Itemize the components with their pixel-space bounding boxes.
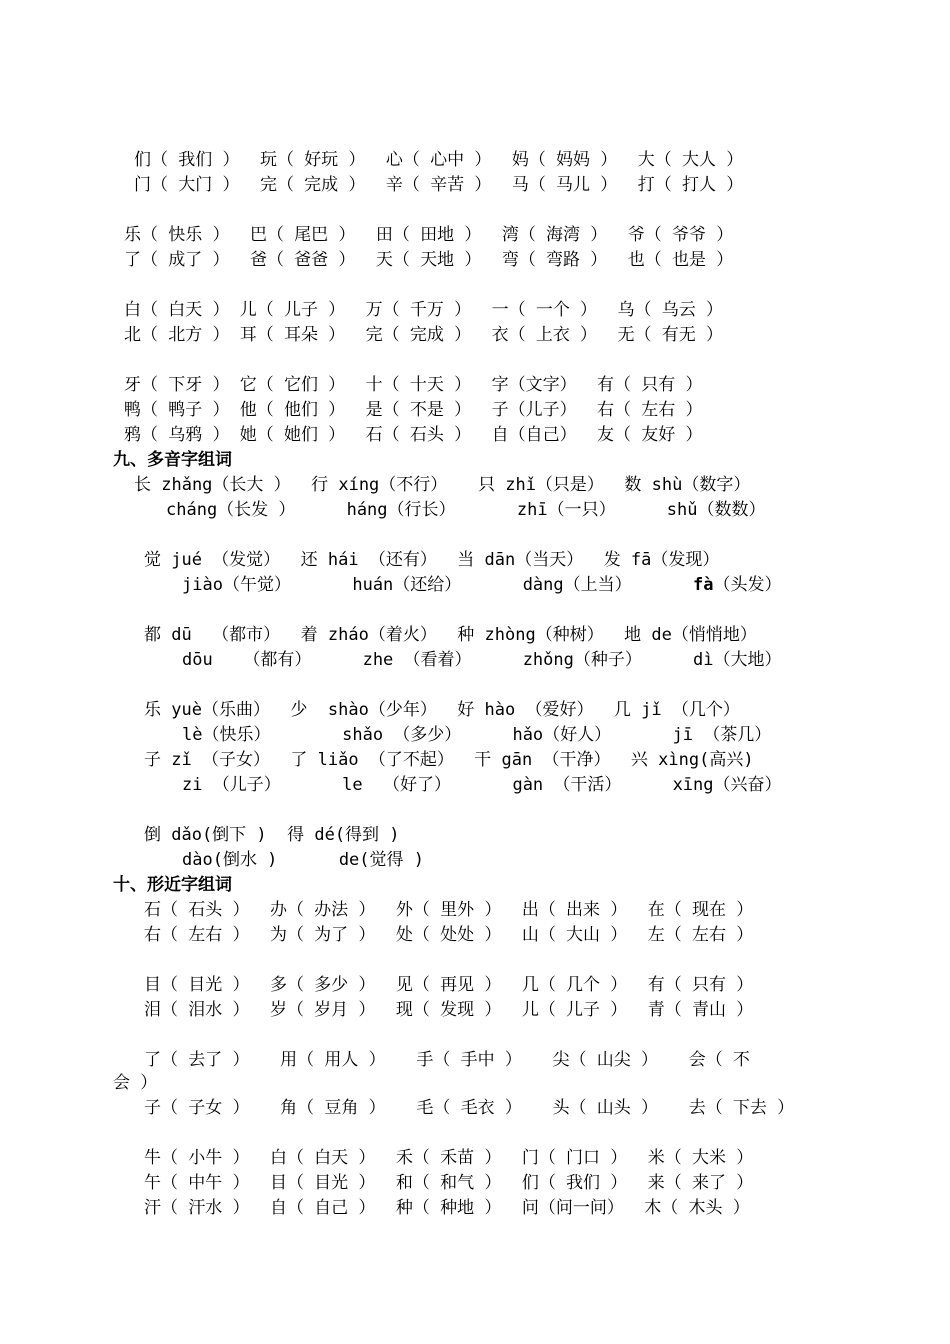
word-row: 右（ 左右 ） 为（ 为了 ） 处（ 处处 ） 山（ 大山 ） 左（ 左右 ） xyxy=(144,925,754,945)
word-row: 午（ 中午 ） 目（ 目光 ） 和（ 和气 ） 们（ 我们 ） 来（ 来了 ） xyxy=(144,1173,754,1193)
word-row-wrap: 会 ） xyxy=(113,1073,158,1093)
word-row: 目（ 目光 ） 多（ 多少 ） 见（ 再见 ） 几（ 几个 ） 有（ 只有 ） xyxy=(144,975,754,995)
section-heading-similar-chars: 十、形近字组词 xyxy=(113,875,232,895)
word-row: 牛（ 小牛 ） 白（ 白天 ） 禾（ 禾苗 ） 门（ 门口 ） 米（ 大米 ） xyxy=(144,1148,754,1168)
polyphone-row: dào(倒水 ) de(觉得 ) xyxy=(182,850,424,870)
polyphone-row: cháng（长发 ） háng（行长） zhī（一只） shǔ（数数） xyxy=(166,500,766,520)
word-row: 了（ 成了 ） 爸（ 爸爸 ） 天（ 天地 ） 弯（ 弯路 ） 也（ 也是 ） xyxy=(124,250,734,270)
word-row: 北（ 北方 ） 耳（ 耳朵 ） 完（ 完成 ） 衣（ 上衣 ） 无（ 有无 ） xyxy=(124,325,723,345)
word-row: 子（ 子女 ） 角（ 豆角 ） 毛（ 毛衣 ） 头（ 山头 ） 去（ 下去 ） xyxy=(144,1098,795,1118)
word-row: 了（ 去了 ） 用（ 用人 ） 手（ 手中 ） 尖（ 山尖 ） 会（ 不 xyxy=(144,1050,750,1070)
word-row: 汗（ 汗水 ） 自（ 自己 ） 种（ 种地 ） 问（问一问） 木（ 木头 ） xyxy=(144,1198,750,1218)
word-row: 乐（ 快乐 ） 巴（ 尾巴 ） 田（ 田地 ） 湾（ 海湾 ） 爷（ 爷爷 ） xyxy=(124,225,734,245)
pinyin-bold: fà xyxy=(693,575,714,595)
word-row: 鸦（ 乌鸦 ） 她（ 她们 ） 石（ 石头 ） 自（自己） 友（ 友好 ） xyxy=(124,425,703,445)
polyphone-row: dōu （都有） zhe （看着） zhǒng（种子） dì（大地） xyxy=(182,650,782,670)
word-row: 牙（ 下牙 ） 它（ 它们 ） 十（ 十天 ） 字（文字） 有（ 只有 ） xyxy=(124,375,703,395)
word-row: 白（ 白天 ） 儿（ 儿子 ） 万（ 千万 ） 一（ 一个 ） 乌（ 乌云 ） xyxy=(124,300,723,320)
section-heading-polyphone: 九、多音字组词 xyxy=(113,450,232,470)
polyphone-text: （头发） xyxy=(713,575,782,595)
word-row: 泪（ 泪水 ） 岁（ 岁月 ） 现（ 发现 ） 儿（ 儿子 ） 青（ 青山 ） xyxy=(144,1000,754,1020)
word-row: 鸭（ 鸭子 ） 他（ 他们 ） 是（ 不是 ） 子（儿子） 右（ 左右 ） xyxy=(124,400,703,420)
word-row: 门（ 大门 ） 完（ 完成 ） 辛（ 辛苦 ） 马（ 马儿 ） 打（ 打人 ） xyxy=(134,175,744,195)
polyphone-row: 子 zǐ （子女） 了 liǎo （了不起） 干 gān （干净） 兴 xìng(高兴) xyxy=(144,750,754,770)
polyphone-row: 长 zhǎng（长大 ） 行 xíng（不行） 只 zhǐ（只是） 数 shù（数字） xyxy=(134,475,751,495)
polyphone-row: 乐 yuè（乐曲） 少 shào（少年） 好 hào （爱好） 几 jǐ （几个） xyxy=(144,700,740,720)
word-row: 们（ 我们 ） 玩（ 好玩 ） 心（ 心中 ） 妈（ 妈妈 ） 大（ 大人 ） xyxy=(134,150,744,170)
polyphone-text: jiào（午觉） huán（还给） dàng（上当） xyxy=(182,575,694,595)
word-row: 石（ 石头 ） 办（ 办法 ） 外（ 里外 ） 出（ 出来 ） 在（ 现在 ） xyxy=(144,900,754,920)
polyphone-row: zi （儿子） le （好了） gàn （干活） xīng（兴奋） xyxy=(182,775,782,795)
polyphone-row xyxy=(182,573,782,598)
polyphone-row: 都 dū （都市） 着 zháo（着火） 种 zhòng（种树） 地 de（悄悄地） xyxy=(144,625,757,645)
polyphone-row: lè（快乐） shǎo （多少） hǎo（好人） jī （茶几） xyxy=(182,725,772,745)
polyphone-row: 觉 jué （发觉） 还 hái （还有） 当 dān（当天） 发 fā（发现） xyxy=(144,550,720,570)
polyphone-row: 倒 dǎo(倒下 ) 得 dé(得到 ) xyxy=(144,825,400,845)
